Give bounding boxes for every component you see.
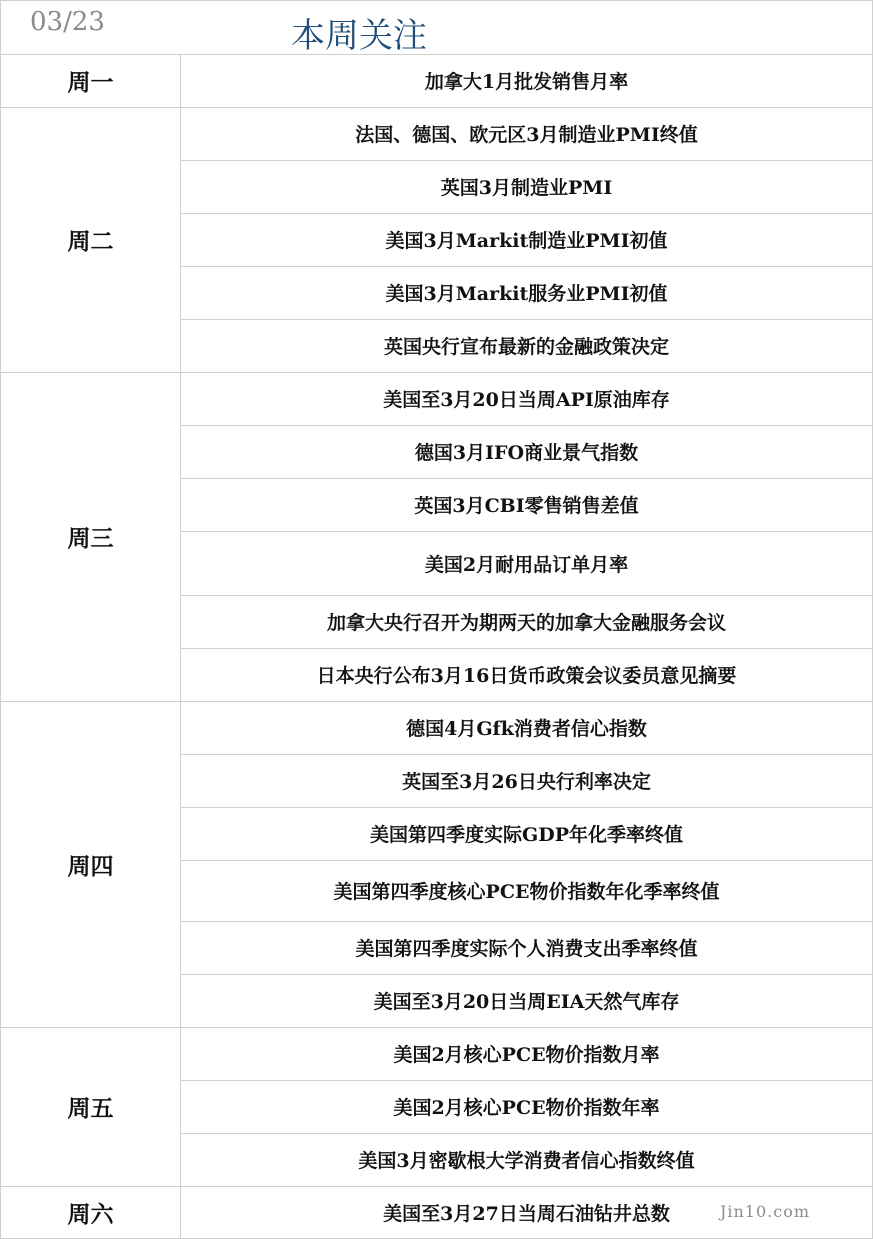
event-cell: 美国至3月27日当周石油钻井总数	[181, 1186, 873, 1239]
event-cell: 英国至3月26日央行利率决定	[181, 754, 873, 807]
event-cell: 法国、德国、欧元区3月制造业PMI终值	[181, 107, 873, 160]
event-cell: 英国3月制造业PMI	[181, 160, 873, 213]
event-cell: 美国2月核心PCE物价指数年率	[181, 1080, 873, 1133]
table-row	[1, 372, 872, 425]
event-cell: 美国3月Markit制造业PMI初值	[181, 213, 873, 266]
event-cell: 德国3月IFO商业景气指数	[181, 425, 873, 478]
event-cell: 美国3月密歇根大学消费者信心指数终值	[181, 1133, 873, 1186]
event-cell: 美国2月耐用品订单月率	[181, 531, 873, 595]
event-cell: 日本央行公布3月16日货币政策会议委员意见摘要	[181, 648, 873, 701]
event-cell: 加拿大央行召开为期两天的加拿大金融服务会议	[181, 595, 873, 648]
day-cell: 周六	[1, 1186, 181, 1239]
date-label: 03/23	[30, 7, 105, 37]
event-cell: 美国第四季度实际个人消费支出季率终值	[181, 921, 873, 974]
event-cell: 美国至3月20日当周API原油库存	[181, 372, 873, 425]
event-cell: 美国至3月20日当周EIA天然气库存	[181, 974, 873, 1027]
table-row	[1, 1027, 872, 1080]
event-cell: 加拿大1月批发销售月率	[181, 54, 873, 107]
header	[1, 1, 872, 55]
event-cell: 美国第四季度核心PCE物价指数年化季率终值	[181, 860, 873, 921]
event-cell: 美国2月核心PCE物价指数月率	[181, 1027, 873, 1080]
table-row	[1, 107, 872, 160]
event-cell: 英国央行宣布最新的金融政策决定	[181, 319, 873, 372]
watermark: Jin10.com	[719, 1202, 810, 1221]
day-cell: 周五	[1, 1027, 181, 1186]
table-row	[1, 54, 872, 107]
page-title: 本周关注	[291, 16, 427, 56]
event-cell: 美国3月Markit服务业PMI初值	[181, 266, 873, 319]
day-cell: 周四	[1, 701, 181, 1027]
day-cell: 周三	[1, 372, 181, 701]
table-row	[1, 701, 872, 754]
day-cell: 周二	[1, 107, 181, 372]
day-cell: 周一	[1, 54, 181, 107]
event-cell: 英国3月CBI零售销售差值	[181, 478, 873, 531]
event-cell: 德国4月Gfk消费者信心指数	[181, 701, 873, 754]
event-cell: 美国第四季度实际GDP年化季率终值	[181, 807, 873, 860]
weekly-schedule-table	[1, 54, 872, 1239]
